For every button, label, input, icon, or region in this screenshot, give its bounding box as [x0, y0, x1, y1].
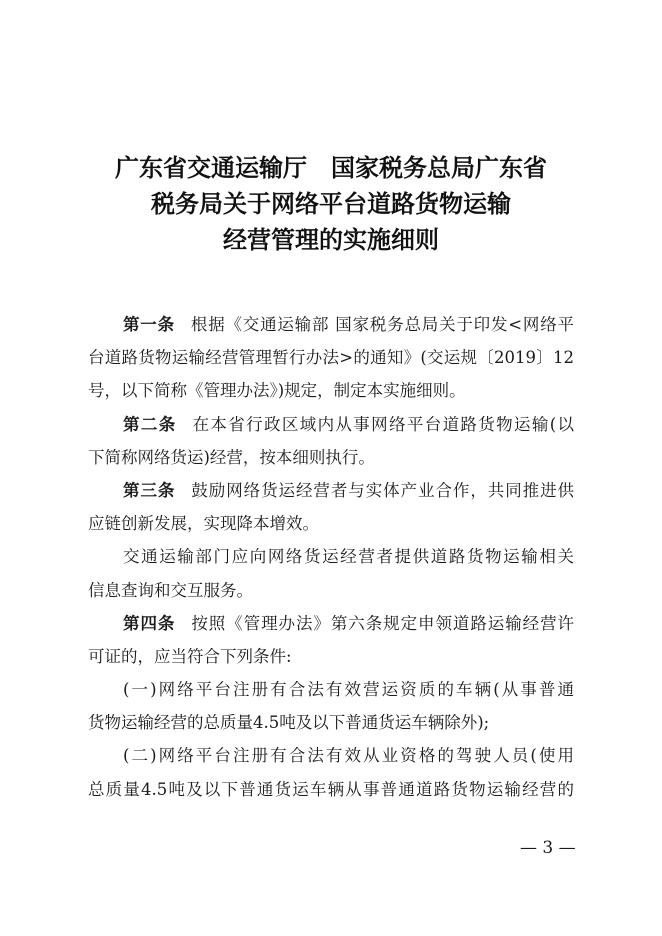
title-line: 税务局关于网络平台道路货物运输 [151, 189, 511, 218]
title-line: 经营管理的实施细则 [223, 225, 439, 254]
paragraph-line [88, 308, 574, 341]
paragraph-line: (一)网络平台注册有合法有效营运资质的车辆(从事普通 [123, 680, 574, 700]
document-title [0, 150, 662, 258]
page-number: — 3 — [520, 838, 576, 858]
paragraph-line: 应链创新发展，实现降本增效。 [88, 514, 319, 534]
text: 鼓励网络货运经营者与实体产业合作，共同推进供 [191, 480, 574, 500]
paragraph-line [88, 607, 574, 640]
article-heading: 第二条 [123, 414, 177, 434]
paragraph-line: 货物运输经营的总质量4.5吨及以下普通货运车辆除外); [88, 713, 490, 733]
paragraph-line [88, 408, 574, 441]
paragraph-line [88, 474, 574, 507]
paragraph-line: 信息查询和交互服务。 [88, 580, 253, 600]
text: 根据《交通运输部 国家税务总局关于印发<网络平 [190, 315, 574, 334]
paragraph-line: 总质量4.5吨及以下普通货运车辆从事普通道路货物运输经营的 [88, 779, 574, 799]
article-heading: 第四条 [123, 613, 176, 633]
paragraph-line: 交通运输部门应向网络货运经营者提供道路货物运输相关 [123, 547, 574, 567]
title-line: 广东省交通运输厅 国家税务总局广东省 [115, 153, 547, 182]
article-heading: 第三条 [123, 480, 176, 500]
paragraph-line: 可证的，应当符合下列条件: [88, 646, 292, 666]
paragraph-line: 号，以下简称《管理办法》)规定，制定本实施细则。 [88, 381, 466, 401]
document-body [88, 308, 574, 806]
text: 按照《管理办法》第六条规定申领道路运输经营许 [191, 613, 574, 633]
text: 在本省行政区域内从事网络平台道路货物运输(以 [192, 414, 575, 434]
article-heading: 第一条 [123, 315, 175, 334]
paragraph-line: (二)网络平台注册有合法有效从业资格的驾驶人员(使用 [123, 746, 574, 766]
paragraph-line: 台道路货物运输经营管理暂行办法>的通知》(交运规〔2019〕12 [88, 348, 574, 368]
paragraph-line: 下简称网络货运)经营，按本细则执行。 [88, 447, 375, 467]
